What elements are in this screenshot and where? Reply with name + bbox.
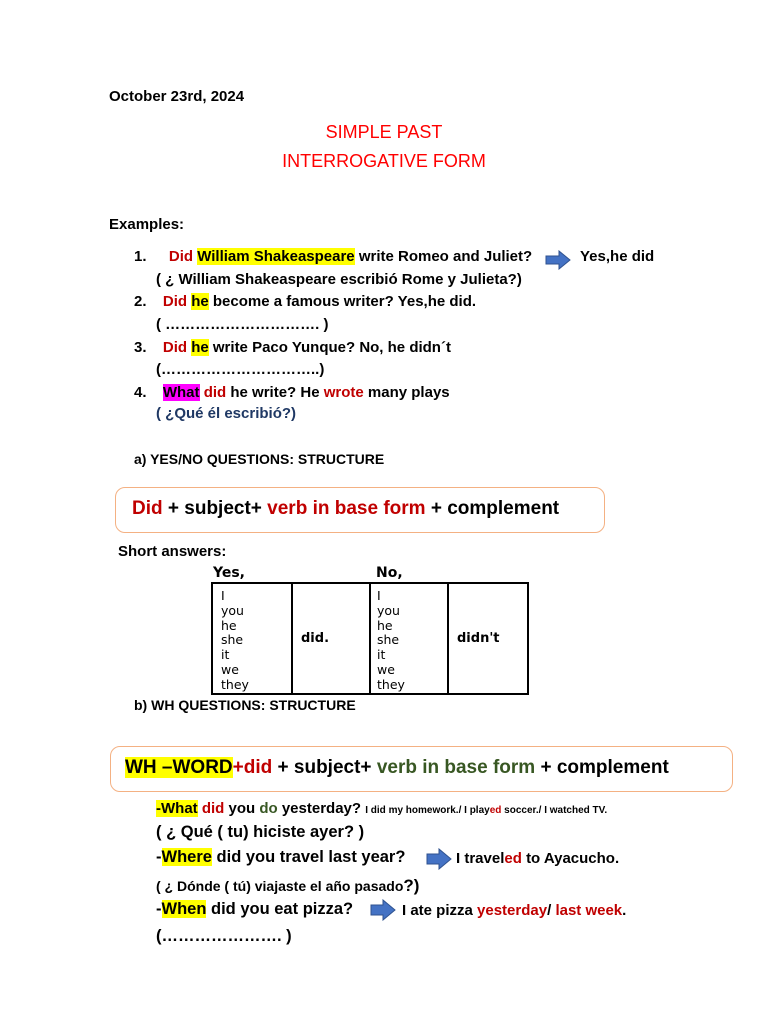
wh-example-3-slash: / (547, 902, 552, 919)
no-pronoun: you (377, 602, 400, 618)
wh-example-2-translation (156, 876, 419, 896)
example-4-end: many plays (367, 384, 450, 401)
wh-example-2-where: Where (161, 848, 212, 866)
wh-example-1-answer-ed: ed (489, 805, 502, 816)
example-1-did: Did (168, 248, 194, 265)
wh-example-1-do: do (259, 800, 278, 817)
wh-example-3-last-week: last week (555, 902, 623, 919)
wh-structure-complement: + complement (540, 757, 669, 778)
example-1-translation: ( ¿ William Shakeaspeare escribió Rome y Julieta?) (156, 271, 522, 288)
wh-example-3-translation: (…………………. ) (156, 927, 292, 945)
yes-pronoun-list (213, 584, 291, 693)
title-line-2: INTERROGATIVE FORM (282, 151, 486, 171)
example-4-rest: he write? He (230, 384, 320, 401)
structure-subject: + subject+ (167, 498, 262, 519)
wh-structure (125, 757, 669, 779)
example-4 (134, 384, 450, 401)
wh-structure-box (110, 746, 733, 792)
no-pronoun: I (377, 588, 381, 603)
wh-structure-wh-word: WH –WORD (125, 757, 233, 778)
no-pronoun-list (371, 584, 447, 693)
structure-verb: verb in base form (267, 498, 426, 519)
wh-example-1-did: did (201, 800, 225, 817)
no-pronoun: it (377, 647, 386, 663)
example-4-translation: ( ¿Qué él escribió?) (156, 405, 297, 422)
yes-aux: did. (301, 630, 330, 646)
no-pronoun: we (377, 661, 395, 677)
wh-example-2-answer (456, 850, 619, 867)
example-3-subject: he (191, 339, 209, 356)
no-pronoun: she (377, 632, 400, 648)
wh-example-1-you: you (228, 800, 256, 817)
yes-pronoun: we (221, 661, 239, 677)
example-4-number: 4. (134, 384, 147, 401)
wh-example-2-rest: did you travel last year? (216, 848, 406, 866)
arrow-right-icon (426, 848, 452, 870)
yes-pronoun: they (221, 676, 249, 692)
wh-structure-did: +did (232, 757, 273, 778)
wh-example-2-translation-end: ?) (403, 876, 420, 895)
title-line-1: SIMPLE PAST (325, 122, 443, 142)
example-4-wrote: wrote (323, 384, 364, 401)
yes-pronoun: it (221, 647, 230, 663)
wh-example-3-yesterday: yesterday (477, 902, 548, 919)
example-3-translation: (…………………………..) (156, 361, 325, 378)
yes-pronouns-cell (212, 583, 292, 694)
wh-structure-subject: + subject+ (277, 757, 372, 778)
example-4-what: What (162, 384, 200, 401)
yes-aux-cell (292, 583, 370, 694)
wh-example-2-translation-text: ( ¿ Dónde ( tú) viajaste el año pasado (156, 878, 404, 894)
wh-example-3-answer-part1: I ate pizza (402, 902, 473, 919)
wh-example-1-what: -What (156, 800, 198, 817)
wh-structure-verb: verb in base form (376, 757, 536, 778)
wh-example-1-answer-part1: I did my homework./ I play (365, 805, 490, 816)
arrow-right-icon (545, 250, 571, 270)
example-2 (134, 293, 476, 310)
example-1 (134, 248, 532, 265)
example-2-subject: he (191, 293, 209, 310)
wh-example-3-answer (402, 902, 626, 919)
no-pronouns-cell (370, 583, 448, 694)
no-header: No, (376, 565, 403, 581)
example-4-did: did (203, 384, 227, 401)
wh-example-2 (156, 848, 405, 867)
wh-example-3-when: When (161, 900, 207, 918)
yes-no-structure (132, 498, 559, 520)
wh-example-3-period: . (622, 902, 627, 919)
wh-example-3 (156, 900, 353, 919)
wh-example-2-answer-ed: ed (504, 850, 522, 867)
example-3 (134, 339, 451, 356)
yes-header: Yes, (213, 565, 245, 581)
structure-did: Did (132, 498, 163, 519)
example-3-rest: write Paco Yunque? No, he didn´t (212, 339, 451, 356)
example-2-did: Did (162, 293, 188, 310)
example-2-translation: ( …………………………. ) (156, 316, 329, 333)
example-1-subject: William Shakeaspeare (197, 248, 355, 265)
no-pronoun: they (377, 676, 405, 692)
yes-pronoun: I (221, 588, 225, 603)
short-answers-table (211, 582, 529, 695)
wh-example-3-dash: - (156, 900, 162, 918)
no-pronoun: he (377, 617, 393, 633)
arrow-right-icon (370, 899, 396, 921)
wh-example-1 (156, 800, 607, 817)
examples-label: Examples: (109, 216, 185, 233)
example-1-rest: write Romeo and Juliet? (358, 248, 533, 265)
wh-example-1-answer-part2: soccer./ I watched TV. (504, 805, 608, 816)
no-aux-cell (448, 583, 528, 694)
wh-example-1-rest: yesterday? (281, 800, 362, 817)
wh-example-2-answer-part2: to Ayacucho. (526, 850, 620, 867)
wh-example-2-answer-part1: I travel (456, 850, 505, 867)
example-2-number: 2. (134, 293, 147, 310)
wh-example-1-translation: ( ¿ Qué ( tu) hiciste ayer? ) (156, 823, 365, 841)
yes-pronoun: he (221, 617, 237, 633)
example-3-number: 3. (134, 339, 147, 356)
section-b-heading: b) WH QUESTIONS: STRUCTURE (134, 697, 356, 713)
wh-example-3-rest: did you eat pizza? (211, 900, 354, 918)
example-2-rest: become a famous writer? Yes,he did. (212, 293, 477, 310)
yes-pronoun: you (221, 602, 244, 618)
example-1-number: 1. (134, 248, 147, 265)
no-aux: didn't (457, 630, 500, 646)
example-1-answer: Yes,he did (580, 248, 655, 265)
date: October 23rd, 2024 (109, 88, 245, 105)
yes-no-structure-box (115, 487, 605, 533)
example-3-did: Did (162, 339, 188, 356)
yes-pronoun: she (221, 632, 244, 648)
short-answers-label: Short answers: (118, 543, 227, 560)
section-a-heading: a) YES/NO QUESTIONS: STRUCTURE (134, 451, 385, 467)
wh-example-2-dash: - (156, 848, 162, 866)
structure-complement: + complement (430, 498, 560, 519)
